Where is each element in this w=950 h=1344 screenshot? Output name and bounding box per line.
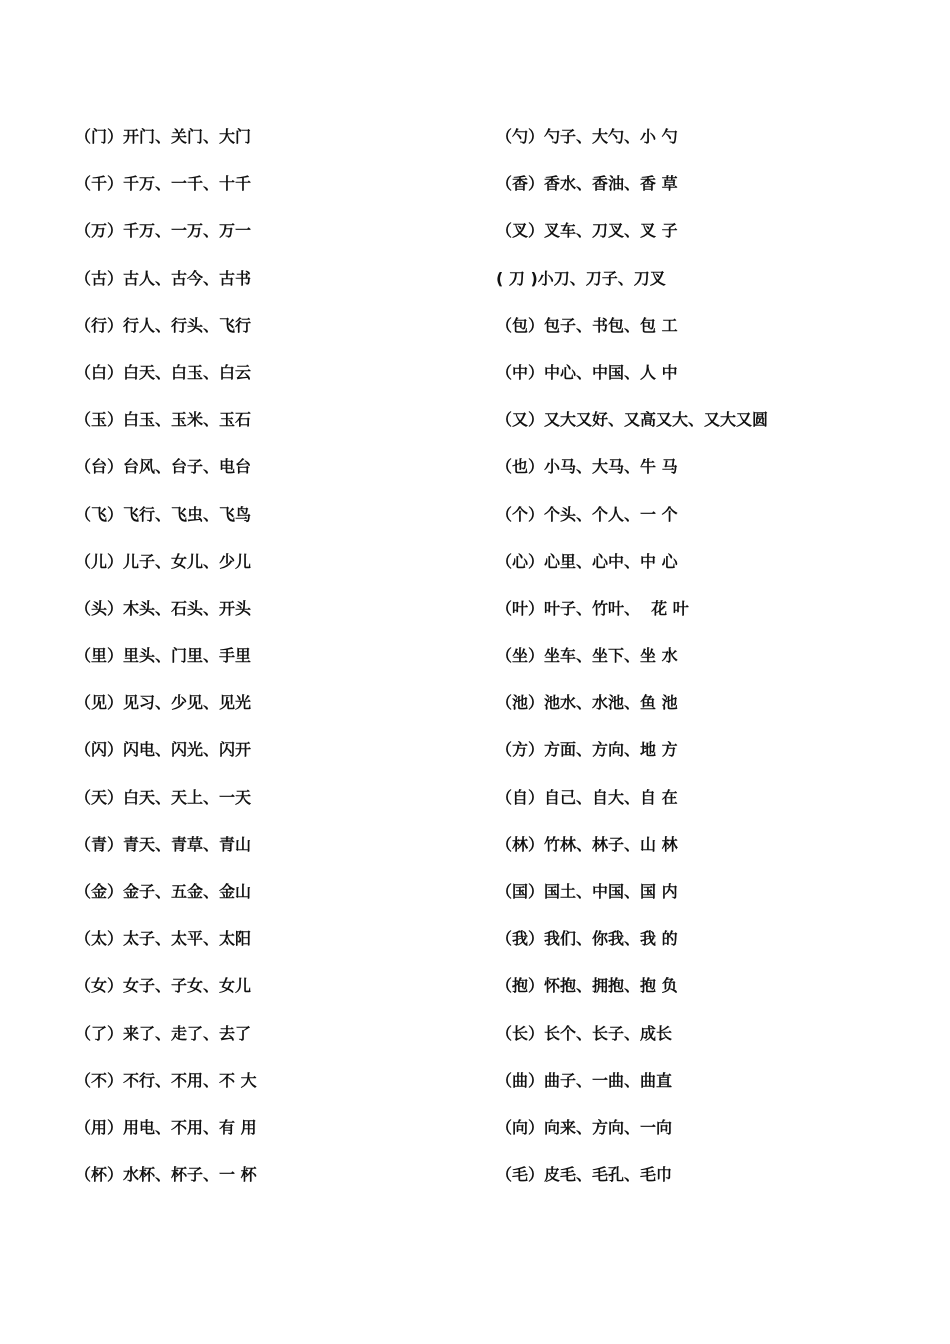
word-entry: （太）太子、太平、太阳 bbox=[75, 929, 252, 949]
word-entry: （玉）白玉、玉米、玉石 bbox=[75, 410, 252, 430]
word-entry: （包）包子、书包、包 工 bbox=[496, 315, 678, 335]
word-entry: （青）青天、青草、青山 bbox=[75, 834, 252, 854]
word-entry: （杯）水杯、杯子、一 杯 bbox=[75, 1165, 257, 1185]
word-entry: （儿）儿子、女儿、少儿 bbox=[75, 551, 252, 571]
word-entry: （古）古人、古今、古书 bbox=[75, 268, 252, 288]
right-word-column bbox=[496, 124, 916, 1209]
word-entry: （女）女子、子女、女儿 bbox=[75, 976, 252, 996]
word-entry: （门）开门、关门、大门 bbox=[75, 127, 252, 146]
word-entry: （坐）坐车、坐下、坐 水 bbox=[496, 646, 678, 666]
word-entry: （了）来了、走了、去了 bbox=[75, 1023, 252, 1043]
word-entry: （毛）皮毛、毛孔、毛巾 bbox=[496, 1165, 673, 1185]
word-entry: （千）千万、一千、十千 bbox=[75, 174, 252, 194]
word-entry: （飞）飞行、飞虫、飞鸟 bbox=[75, 504, 252, 524]
word-entry: （闪）闪电、闪光、闪开 bbox=[75, 740, 252, 760]
word-entry: （中）中心、中国、人 中 bbox=[496, 362, 678, 382]
word-entry: （台）台风、台子、电台 bbox=[75, 457, 252, 477]
word-entry: （抱）怀抱、拥抱、抱 负 bbox=[496, 976, 678, 996]
word-entry: （方）方面、方向、地 方 bbox=[496, 740, 678, 760]
word-entry: （里）里头、门里、手里 bbox=[75, 646, 252, 666]
word-entry: （叉）叉车、刀叉、叉 子 bbox=[496, 221, 678, 241]
word-entry: （国）国土、中国、国 内 bbox=[496, 882, 678, 901]
word-entry: （勺）勺子、大勺、小 勺 bbox=[496, 127, 678, 146]
word-entry: （池）池水、水池、鱼 池 bbox=[496, 693, 678, 713]
word-entry: （林）竹林、林子、山 林 bbox=[496, 834, 678, 854]
word-entry: （心）心里、心中、中 心 bbox=[496, 551, 678, 571]
word-entry: （金）金子、五金、金山 bbox=[75, 882, 252, 901]
word-entry: （个）个头、个人、一 个 bbox=[496, 504, 678, 524]
word-entry: （万）千万、一万、万一 bbox=[75, 221, 252, 241]
word-entry: （天）白天、天上、一天 bbox=[75, 787, 252, 807]
word-entry: （行）行人、行头、飞行 bbox=[75, 315, 252, 335]
word-entry: （向）向来、方向、一向 bbox=[496, 1117, 673, 1137]
word-entry: （香）香水、香油、香 草 bbox=[496, 174, 678, 194]
word-entry: （我）我们、你我、我 的 bbox=[496, 929, 678, 949]
word-entry: （不）不行、不用、不 大 bbox=[75, 1070, 257, 1090]
word-entry: （自）自己、自大、自 在 bbox=[496, 787, 678, 807]
word-entry: （见）见习、少见、见光 bbox=[75, 693, 252, 713]
word-entry: （头）木头、石头、开头 bbox=[75, 598, 252, 618]
word-entry: （长）长个、长子、成长 bbox=[496, 1023, 673, 1043]
word-entry: （又）又大又好、又高又大、又大又圆 bbox=[496, 410, 769, 430]
left-word-column bbox=[75, 124, 475, 1209]
word-entry: （曲）曲子、一曲、曲直 bbox=[496, 1070, 673, 1090]
word-entry: （也）小马、大马、牛 马 bbox=[496, 457, 678, 477]
word-entry: （叶）叶子、竹叶、 花 叶 bbox=[496, 598, 689, 618]
word-entry: ( 刀 )小刀、刀子、刀叉 bbox=[496, 268, 666, 288]
word-entry: （用）用电、不用、有 用 bbox=[75, 1117, 257, 1137]
word-entry: （白）白天、白玉、白云 bbox=[75, 362, 252, 382]
